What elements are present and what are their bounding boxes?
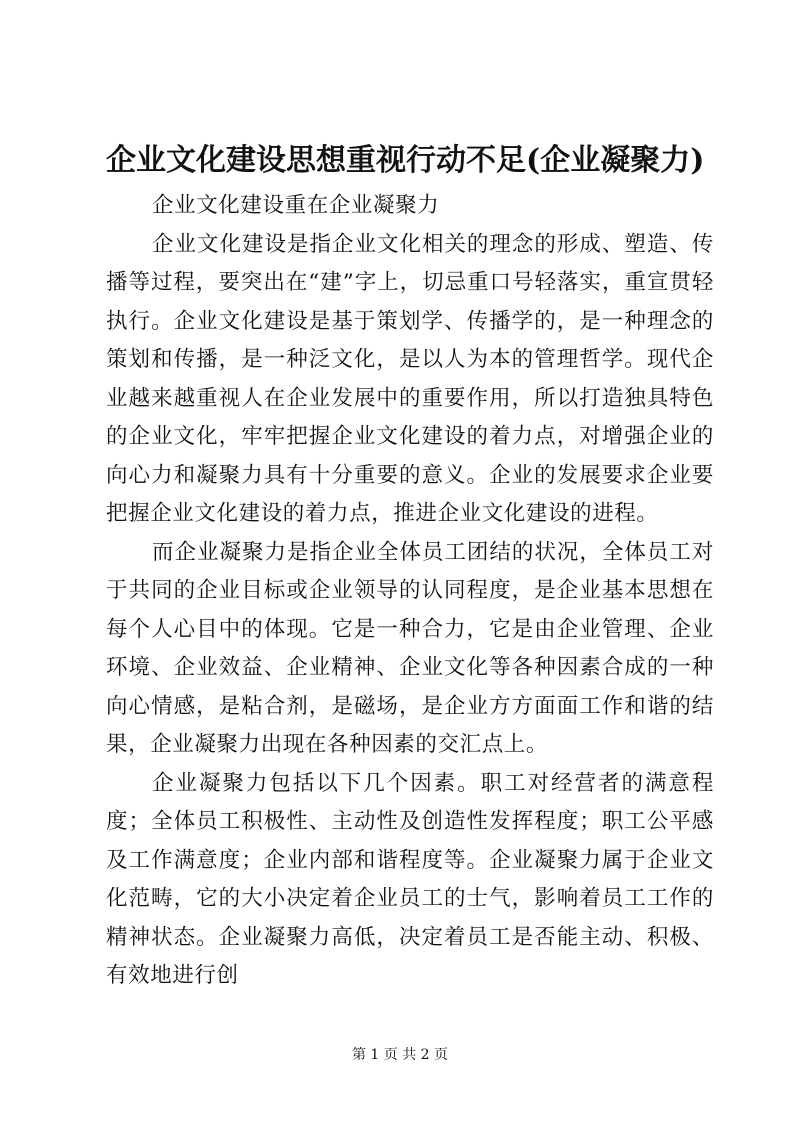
body-paragraph: 而企业凝聚力是指企业全体员工团结的状况，全体员工对于共同的企业目标或企业领导的认同程度，是企业基本思想在每个人心目中的体现。它是一种合力，它是由企业管理、企业环境、企业效益、企业精神、企业文化等各种因素合成的一种向心情感，是粘合剂，是磁场，是企业方方面面工作和谐的结果，企业凝聚力出现在各种因素的交汇点上。: [106, 539, 714, 757]
body-paragraph: 企业文化建设是指企业文化相关的理念的形成、塑造、传播等过程，要突出在“建”字上，切忌重口号轻落实，重宣贯轻执行。企业文化建设是基于策划学、传播学的，是一种理念的策划和传播，是一种泛文化，是以人为本的管理哲学。现代企业越来越重视人在企业发展中的重要作用，所以打造独具特色的企业文化，牢牢把握企业文化建设的着力点，对增强企业的向心力和凝聚力具有十分重要的意义。企业的发展要求企业要把握企业文化建设的着力点，推进企业文化建设的进程。: [106, 231, 714, 526]
document-body: [106, 187, 714, 996]
document-subtitle: 企业文化建设重在企业凝聚力: [152, 193, 440, 218]
document-title: 企业文化建设思想重视行动不足(企业凝聚力): [106, 143, 705, 178]
body-paragraph: 企业凝聚力包括以下几个因素。职工对经营者的满意程度；全体员工积极性、主动性及创造性发挥程度；职工公平感及工作满意度；企业内部和谐程度等。企业凝聚力属于企业文化范畴，它的大小决定着企业员工的士气，影响着员工工作的精神状态。企业凝聚力高低，决定着员工是否能主动、积极、有效地进行创: [106, 770, 714, 988]
page-number-footer: 第 1 页 共 2 页: [351, 1047, 449, 1063]
